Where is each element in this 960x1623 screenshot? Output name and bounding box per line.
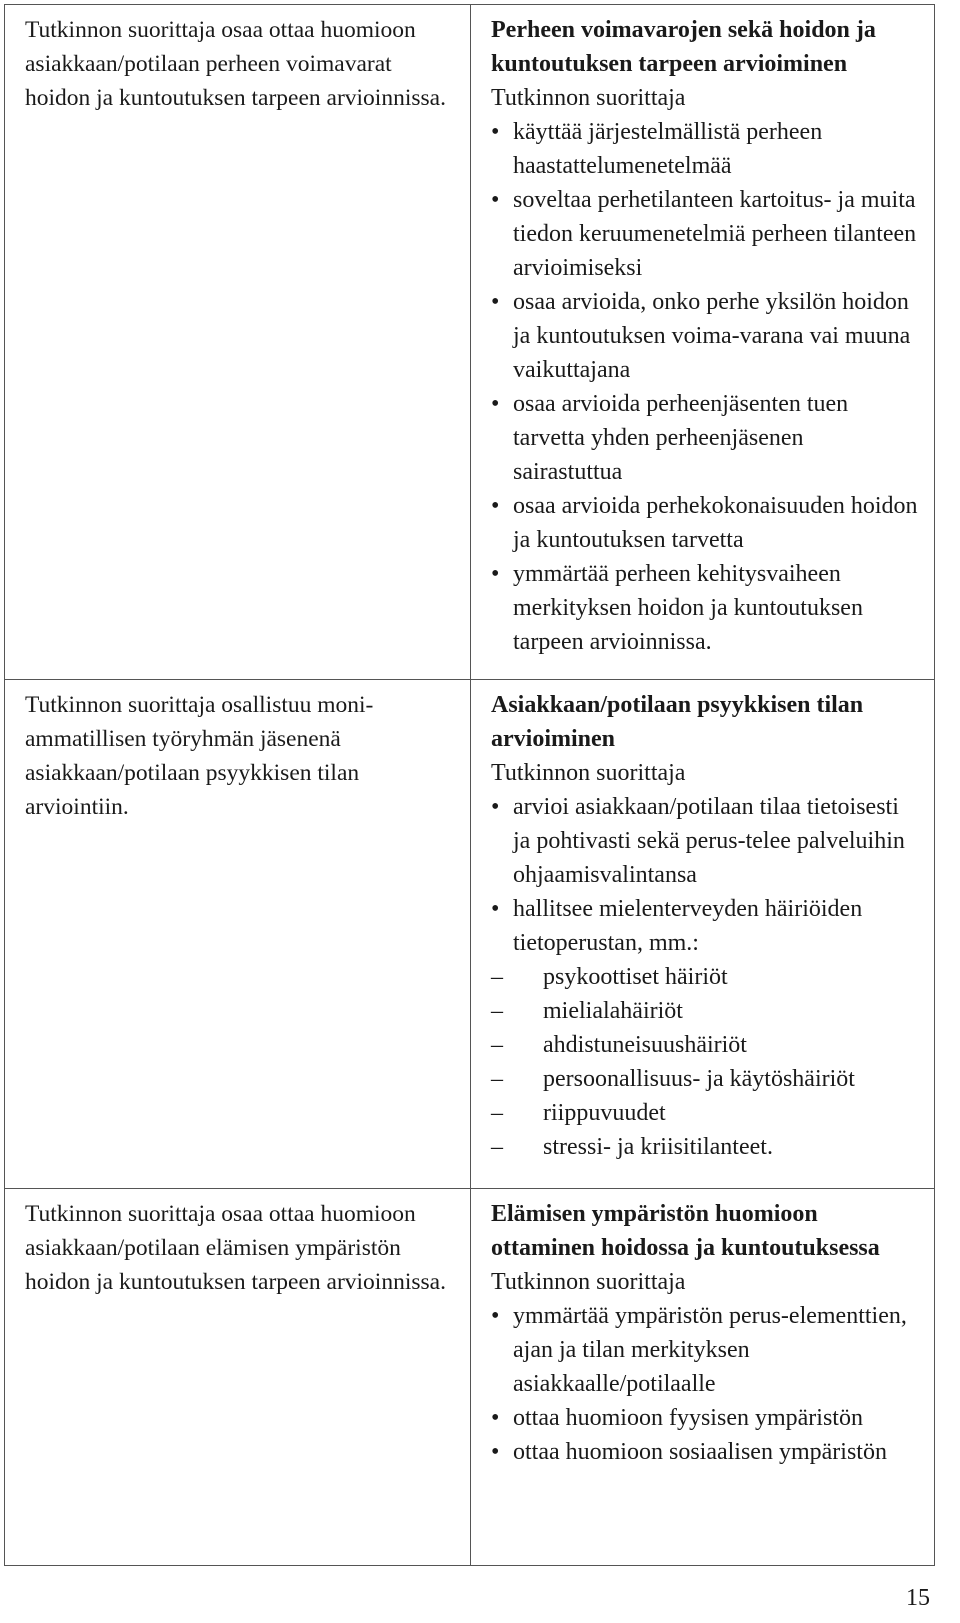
list-item: • osaa arvioida perheenjäsenten tuen tarvetta yhden perheenjäsenen sairastuttua [491,387,918,489]
objective-cell [5,5,471,680]
section-heading: Elämisen ympäristön huomioon ottaminen hoidossa ja kuntoutuksessa [491,1201,880,1261]
criteria-cell [471,680,935,1189]
dash-item: – psykoottiset häiriöt [491,960,918,994]
dash-item: – persoonallisuus- ja käytöshäiriöt [491,1062,918,1096]
table-row [5,680,935,1189]
objective-text: Tutkinnon suorittaja osaa ottaa huomioon asiakkaan/potilaan perheen voimavarat hoidon ja kuntoutuksen tarpeen arvioinnissa. [25,17,446,111]
dash-item: – mielialahäiriöt [491,994,918,1028]
dash-item: – ahdistuneisuushäiriöt [491,1028,918,1062]
list-item: • ottaa huomioon sosiaalisen ympäristön [491,1435,918,1469]
criteria-cell [471,5,935,680]
criteria-list [491,1299,918,1469]
list-item: • soveltaa perhetilanteen kartoitus- ja muita tiedon keruumenetelmiä perheen tilanteen arvioimiseksi [491,183,918,285]
list-item: • arvioi asiakkaan/potilaan tilaa tietoisesti ja pohtivasti sekä perus-telee palveluihin ohjaamisvalintansa [491,790,918,892]
competence-table [4,4,935,1566]
criteria-list [491,790,918,960]
objective-text: Tutkinnon suorittaja osallistuu moni-ammatillisen työryhmän jäsenenä asiakkaan/potilaan psyykkisen tilan arviointiin. [25,692,374,820]
table-row [5,1189,935,1566]
dash-item: – stressi- ja kriisitilanteet. [491,1130,918,1164]
list-item: • ymmärtää ympäristön perus-elementtien, ajan ja tilan merkityksen asiakkaalle/potilaalle [491,1299,918,1401]
page-number: 15 [906,1585,930,1611]
table-row [5,5,935,680]
list-item: • hallitsee mielenterveyden häiriöiden tietoperustan, mm.: [491,892,918,960]
section-lead: Tutkinnon suorittaja [491,760,686,786]
section-lead: Tutkinnon suorittaja [491,85,686,111]
objective-cell [5,1189,471,1566]
objective-text: Tutkinnon suorittaja osaa ottaa huomioon asiakkaan/potilaan elämisen ympäristön hoidon ja kuntoutuksen tarpeen arvioinnissa. [25,1201,446,1295]
section-heading: Perheen voimavarojen sekä hoidon ja kuntoutuksen tarpeen arvioiminen [491,17,876,77]
list-item: • osaa arvioida, onko perhe yksilön hoidon ja kuntoutuksen voima-varana vai muuna vaikuttajana [491,285,918,387]
criteria-list [491,115,918,659]
list-item: • osaa arvioida perhekokonaisuuden hoidon ja kuntoutuksen tarvetta [491,489,918,557]
dash-item: – riippuvuudet [491,1096,918,1130]
criteria-cell [471,1189,935,1566]
objective-cell [5,680,471,1189]
list-item: • ymmärtää perheen kehitysvaiheen merkityksen hoidon ja kuntoutuksen tarpeen arvioinnissa. [491,557,918,659]
section-heading: Asiakkaan/potilaan psyykkisen tilan arvioiminen [491,692,864,752]
list-item: • ottaa huomioon fyysisen ympäristön [491,1401,918,1435]
section-lead: Tutkinnon suorittaja [491,1269,686,1295]
list-item: • käyttää järjestelmällistä perheen haastattelumenetelmää [491,115,918,183]
disorder-list [491,960,918,1164]
